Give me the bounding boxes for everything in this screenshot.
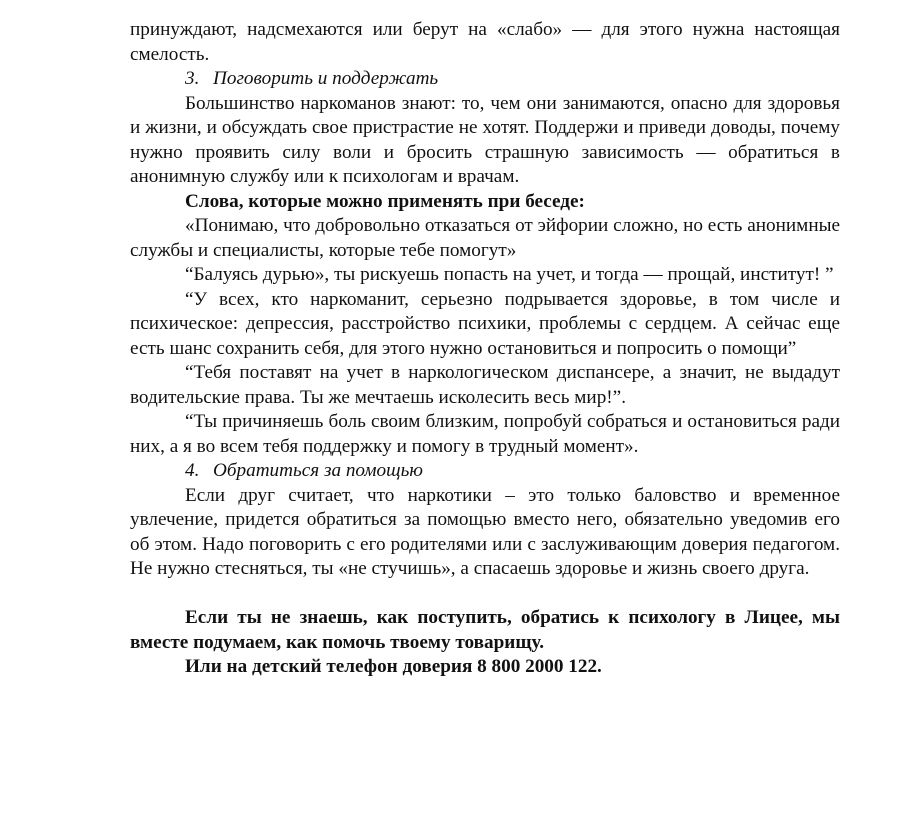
quote-4: “Тебя поставят на учет в наркологическом диспансере, а значит, не выдадут водительские права. Ты же мечтаешь исколесить весь мир!”. (130, 362, 840, 408)
quote-5: “Ты причиняешь боль своим близким, попробуй собраться и остановиться ради них, а я во всем тебя поддержку и помогу в трудный момент». (130, 411, 840, 457)
paragraph-continuation: принуждают, надсмехаются или берут на «слабо» — для этого нужна настоящая смелость. (130, 19, 840, 65)
section-3-title: Поговорить и поддержать (213, 68, 439, 89)
section-4-title: Обратиться за помощью (213, 460, 423, 481)
quote-3: “У всех, кто наркоманит, серьезно подрывается здоровье, в том числе и психическое: депрессия, расстройство психики, проблемы с сердцем. А сейчас еще есть шанс сохранить себя, для этого нужно остановиться и попросить о помощи” (130, 288, 840, 359)
section-4-number: 4. (185, 460, 200, 481)
spacer (130, 582, 840, 607)
document-page (130, 18, 840, 680)
closing-psychologist: Если ты не знаешь, как поступить, обратись к психологу в Лицее, мы вместе подумаем, как помочь твоему товарищу. (130, 607, 840, 653)
closing-hotline: Или на детский телефон доверия 8 800 2000 122. (185, 656, 602, 677)
section-3-number: 3. (185, 68, 200, 89)
paragraph-section-3: Большинство наркоманов знают: то, чем они занимаются, опасно для здоровья и жизни, и обсуждать свое пристрастие не хотят. Поддержи и приведи доводы, почему нужно проявить силу воли и бросить страшную зависимость — обратиться в анонимную службу или к психологам и врачам. (130, 92, 840, 187)
paragraph-section-4: Если друг считает, что наркотики – это только баловство и временное увлечение, придется обратиться за помощью вместо него, обязательно уведомив его об этом. Надо поговорить с его родителями или с заслуживающим доверия педагогом. Не нужно стесняться, ты «не стучишь», а спасаешь здоровье и жизнь своего друга. (130, 484, 840, 579)
quote-2: “Балуясь дурью», ты рискуешь попасть на учет, и тогда — прощай, институт! ” (185, 264, 834, 285)
section-4-heading (130, 459, 840, 484)
section-3-heading (130, 67, 840, 92)
phrases-heading: Слова, которые можно применять при беседе: (185, 190, 585, 212)
quote-1: «Понимаю, что добровольно отказаться от эйфории сложно, но есть анонимные службы и специалисты, которые тебе помогут» (130, 215, 840, 261)
